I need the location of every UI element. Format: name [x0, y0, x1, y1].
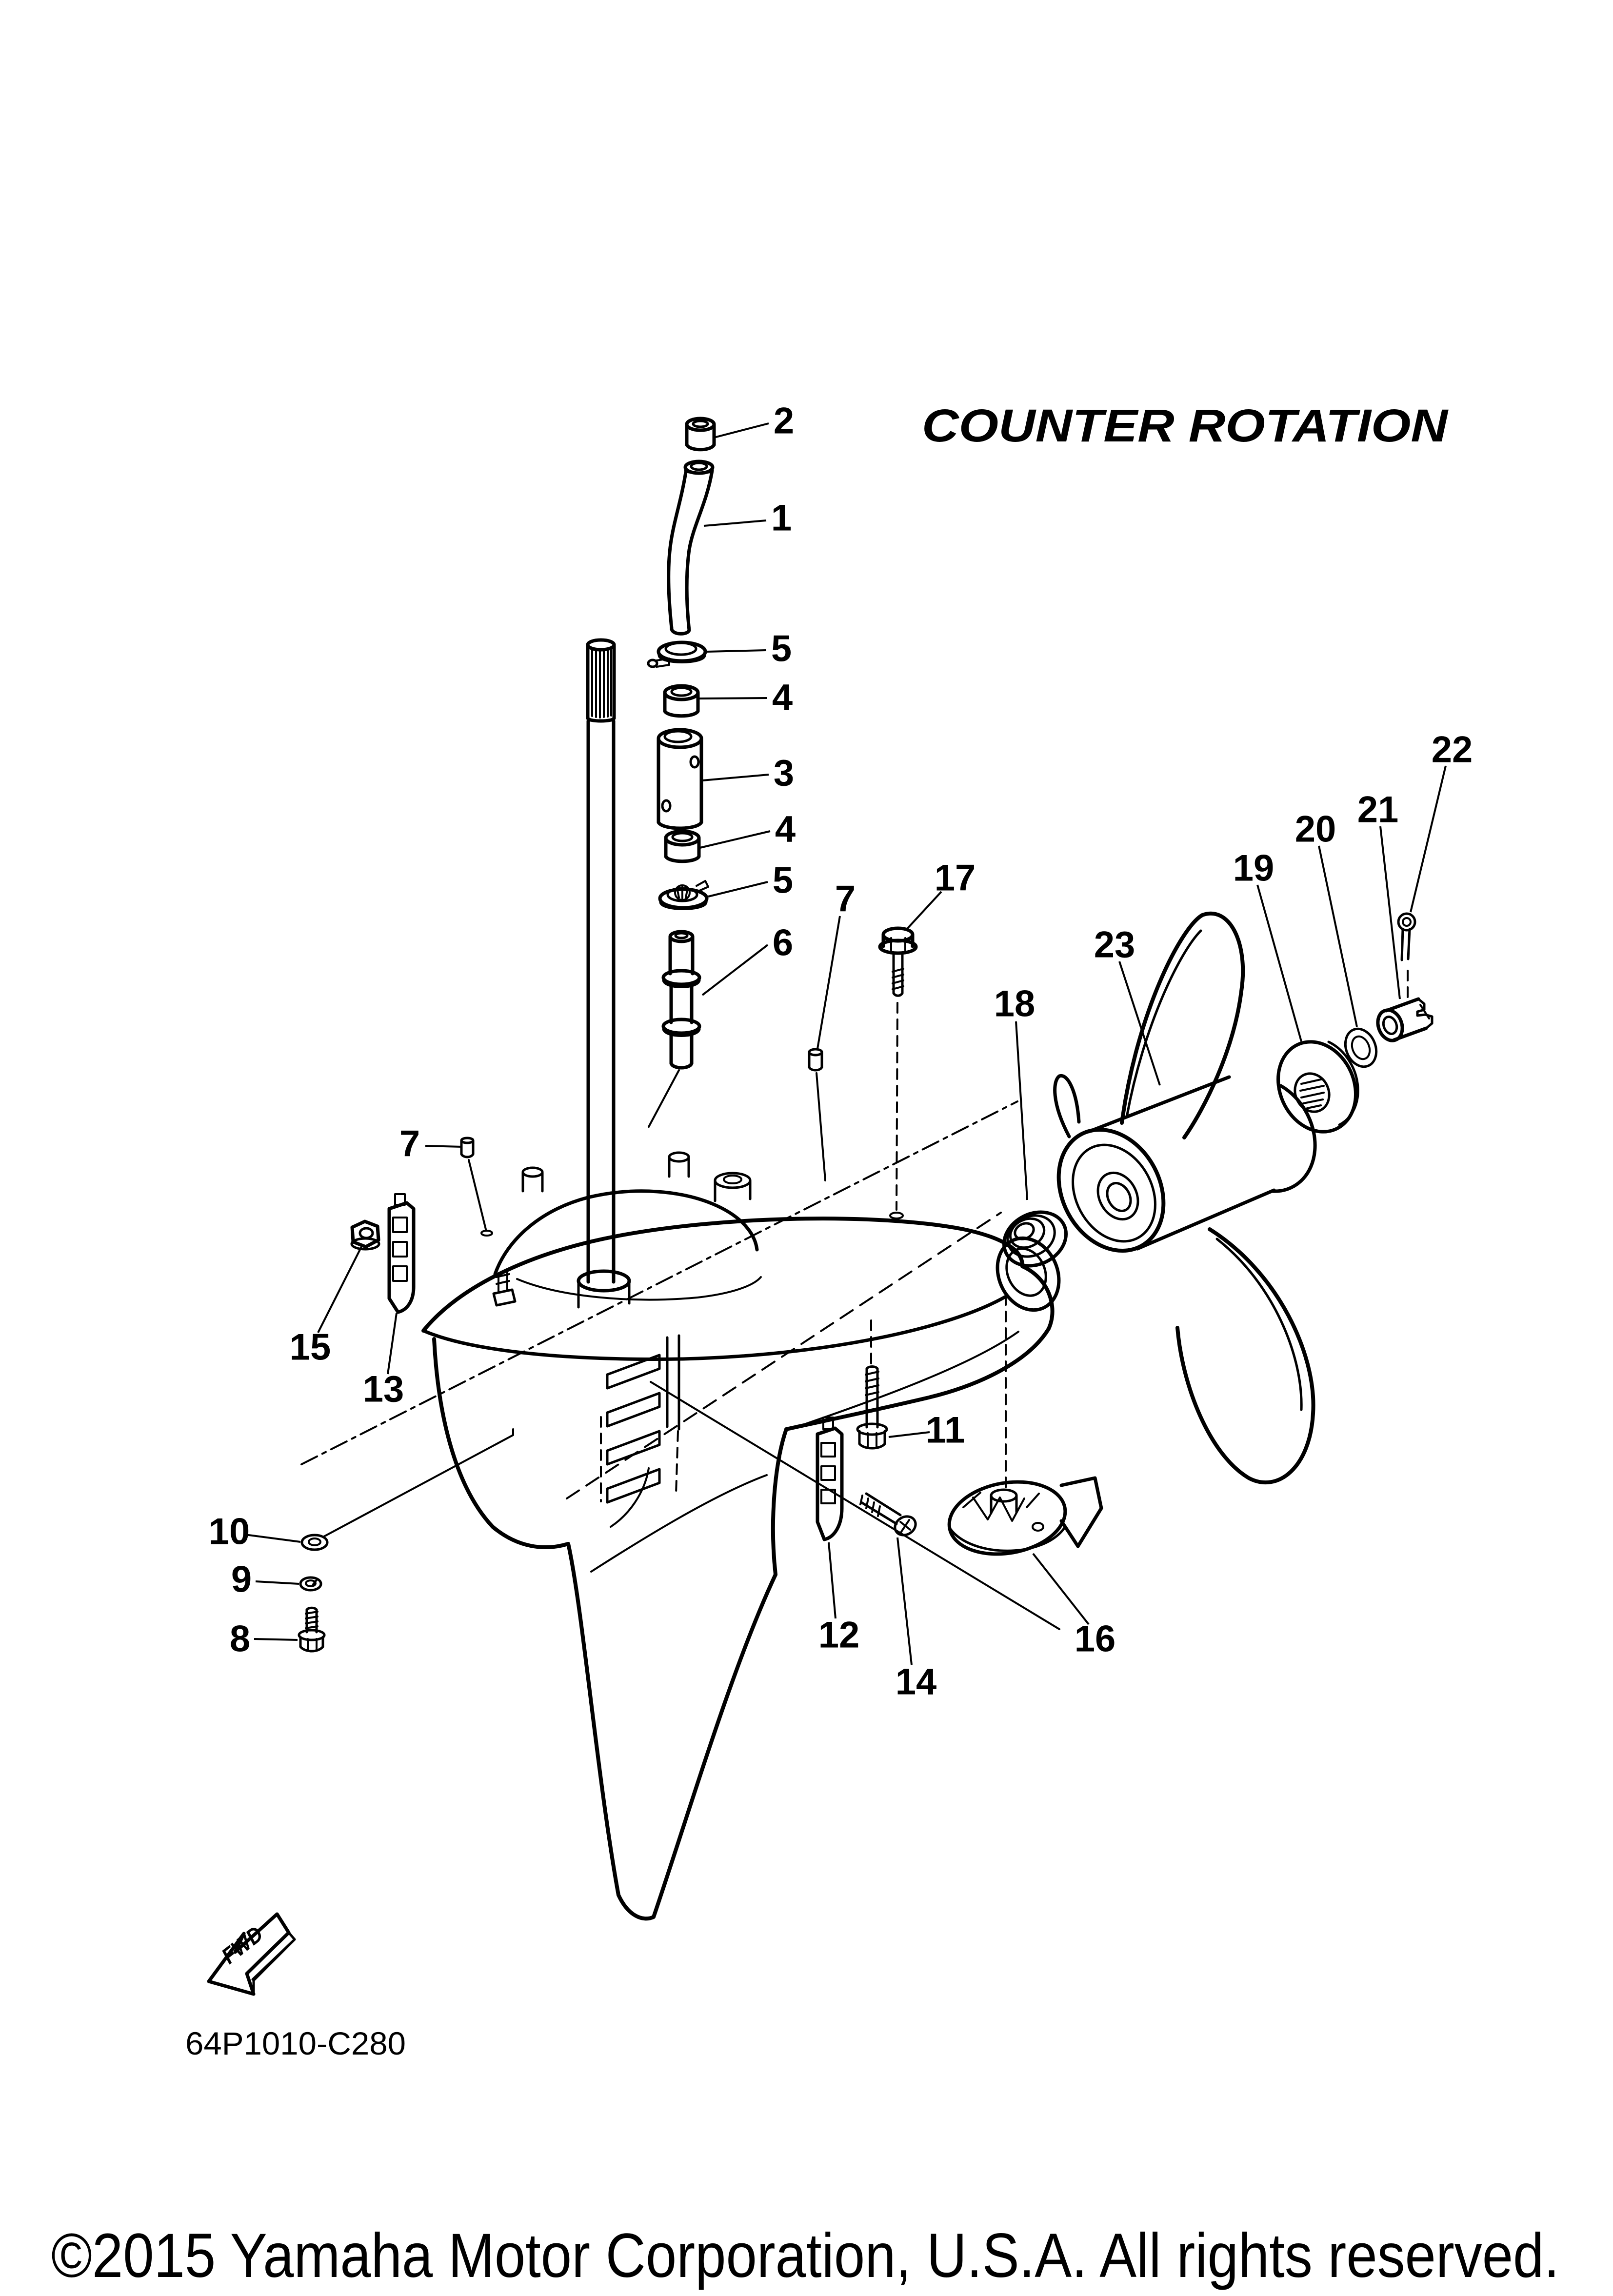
callout-leader-16 [1033, 1554, 1089, 1624]
callout-number-11: 11 [925, 1409, 965, 1451]
part-1-water-tube [669, 461, 713, 634]
callout-number-9: 9 [231, 1558, 252, 1600]
part-2-bushing [687, 419, 714, 450]
callout-number-7: 7 [399, 1123, 420, 1165]
callout-number-20: 20 [1294, 808, 1336, 850]
part-4-bushing-upper [665, 686, 698, 716]
callout-leader-4 [699, 698, 767, 699]
callout-number-6: 6 [772, 922, 794, 964]
callout-number-10: 10 [208, 1511, 250, 1553]
fwd-label: FWD [217, 1917, 273, 1969]
callout-number-4: 4 [775, 808, 796, 850]
part-4-bushing-lower [666, 831, 699, 861]
callout-leader-23 [1119, 961, 1160, 1085]
callout-number-4: 4 [772, 677, 793, 719]
callout-leader-15 [318, 1247, 361, 1333]
callout-leader-6 [702, 945, 768, 995]
callout-number-19: 19 [1233, 847, 1274, 889]
callout-leader-20 [1319, 846, 1357, 1027]
callout-leader-19 [1257, 885, 1301, 1041]
part-5-oil-seal-upper [648, 642, 705, 667]
callout-number-7: 7 [835, 878, 856, 920]
callout-number-14: 14 [895, 1661, 937, 1703]
callout-number-17: 17 [934, 857, 976, 899]
callout-leader-5 [708, 882, 768, 897]
diagram-title: COUNTER ROTATION [922, 400, 1449, 452]
callout-leader-4 [700, 831, 770, 848]
callout-number-13: 13 [362, 1368, 404, 1410]
part-7-dowel-pin-upper [809, 1049, 825, 1180]
callout-number-18: 18 [994, 983, 1036, 1025]
callout-leader-13 [388, 1313, 397, 1374]
callout-number-21: 21 [1357, 789, 1399, 831]
part-16-trim-tab [943, 1295, 1101, 1563]
part-12-anode [817, 1418, 842, 1539]
callout-number-3: 3 [773, 752, 795, 794]
part-5-oil-seal-lower [660, 881, 708, 909]
part-8-bolt [299, 1608, 324, 1651]
callout-number-22: 22 [1431, 729, 1473, 771]
callout-leader-12 [829, 1542, 836, 1618]
callout-leader-5 [706, 650, 766, 652]
part-3-sleeve [658, 730, 701, 828]
callout-leader-7 [425, 1146, 462, 1147]
part-23-propeller [1038, 914, 1315, 1482]
part-13-anode [389, 1194, 414, 1312]
callout-leader-9 [256, 1581, 299, 1584]
callout-number-1: 1 [771, 497, 792, 539]
callout-leader-3 [702, 775, 769, 780]
driveshaft [588, 640, 614, 1282]
long-leader-line [651, 1382, 1059, 1629]
callout-leader-2 [714, 423, 769, 438]
part-17-flange-bolt [880, 928, 916, 1218]
callout-number-23: 23 [1094, 924, 1135, 966]
part-6-spacer-sleeve [649, 932, 699, 1127]
part-7-dowel-pin-lower [461, 1138, 492, 1236]
callout-leader-11 [889, 1432, 930, 1437]
copyright-line: ©2015 Yamaha Motor Corporation, U.S.A. All rights reserved. [51, 2221, 1559, 2291]
callout-leader-1 [704, 520, 766, 526]
hidden-bore-line [567, 1213, 1001, 1498]
callout-leader-18 [1016, 1021, 1027, 1200]
callout-leader-14 [897, 1537, 912, 1665]
callout-number-12: 12 [818, 1614, 860, 1656]
part-15-nut [352, 1221, 379, 1249]
callout-number-5: 5 [772, 859, 794, 901]
part-19-spacer [1264, 1029, 1370, 1144]
callout-leader-21 [1380, 826, 1400, 999]
callout-leader-8 [254, 1639, 298, 1640]
drawing-code: 64P1010-C280 [185, 2025, 406, 2061]
part-14-screw [860, 1494, 919, 1539]
part-22-cotter-pin [1398, 914, 1415, 997]
callout-number-15: 15 [289, 1326, 331, 1368]
part-9-lock-washer [300, 1577, 321, 1590]
callout-number-5: 5 [771, 628, 792, 670]
callout-leader-22 [1411, 766, 1446, 912]
callout-number-2: 2 [773, 400, 795, 442]
part-21-castle-nut [1374, 999, 1432, 1044]
callout-number-16: 16 [1074, 1618, 1116, 1660]
callout-leader-7 [817, 916, 840, 1049]
callout-leader-10 [245, 1535, 300, 1542]
fwd-arrow-icon [209, 1914, 295, 1994]
callout-number-8: 8 [229, 1618, 251, 1660]
